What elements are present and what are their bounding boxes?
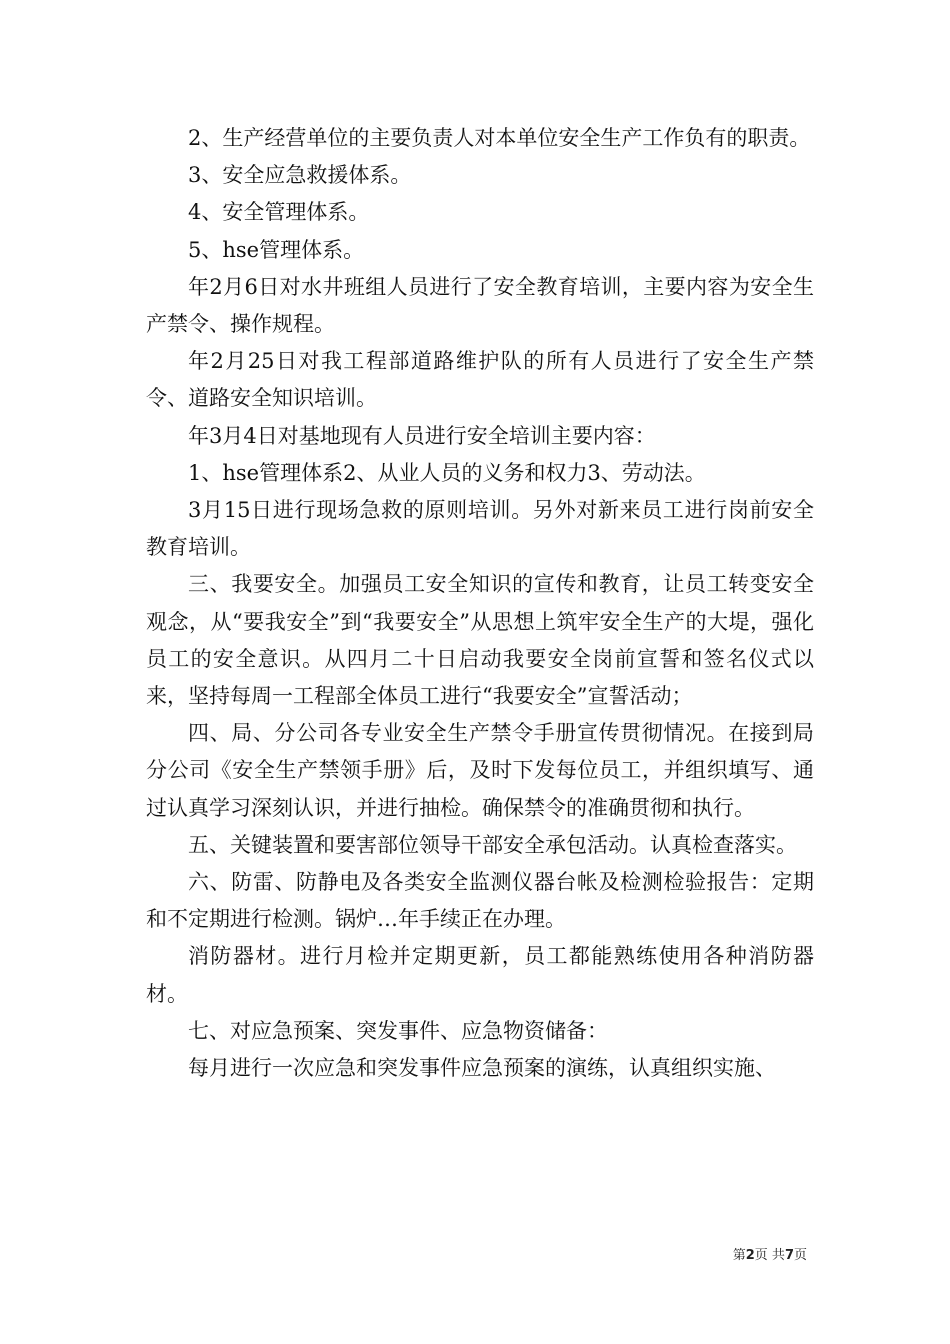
paragraph: 六、防雷、防静电及各类安全监测仪器台帐及检测检验报告：定期和不定期进行检测。锅炉…年手续正在办理。	[146, 870, 814, 932]
paragraph: 年2月6日对水井班组人员进行了安全教育培训，主要内容为安全生产禁令、操作规程。	[146, 274, 814, 337]
footer-suffix: 页	[793, 1248, 807, 1263]
paragraph: 2、生产经营单位的主要负责人对本单位安全生产工作负有的职责。	[188, 126, 811, 150]
paragraph: 五、关键装置和要害部位领导干部安全承包活动。认真检查落实。	[188, 832, 797, 857]
paragraph: 三、我要安全。加强员工安全知识的宣传和教育，让员工转变安全观念，从“要我安全”到“我要安全”从思想上筑牢安全生产的大堤，强化员工的安全意识。从四月二十日启动我要安全岗前宣誓和签名仪式以来，坚持每周一工程部全体员工进行“我要安全”宣誓活动；	[146, 572, 814, 709]
paragraph: 四、局、分公司各专业安全生产禁令手册宣传贯彻情况。在接到局分公司《安全生产禁领手册》后，及时下发每位员工，并组织填写、通过认真学习深刻认识，并进行抽检。确保禁令的准确贯彻和执行。	[146, 721, 814, 820]
paragraph: 3月15日进行现场急救的原则培训。另外对新来员工进行岗前安全教育培训。	[146, 498, 814, 560]
total-pages-number: 7	[784, 1248, 794, 1263]
document-body	[146, 120, 814, 1087]
footer-prefix: 第	[732, 1248, 746, 1263]
paragraph: 七、对应急预案、突发事件、应急物资储备：	[188, 1018, 608, 1043]
paragraph: 1、hse管理体系2、从业人员的义务和权力3、劳动法。	[188, 460, 706, 485]
current-page-number: 2	[745, 1248, 755, 1263]
paragraph: 5、hse管理体系。	[188, 237, 365, 262]
paragraph: 每月进行一次应急和突发事件应急预案的演练，认真组织实施、	[188, 1056, 776, 1081]
paragraph: 消防器材。进行月检并定期更新，员工都能熟练使用各种消防器材。	[146, 944, 814, 1006]
page-number-footer	[733, 1248, 807, 1264]
paragraph: 3、安全应急救援体系。	[188, 163, 412, 188]
paragraph: 年3月4日对基地现有人员进行安全培训主要内容：	[188, 423, 656, 448]
paragraph: 4、安全管理体系。	[188, 200, 370, 225]
footer-middle: 页 共	[754, 1248, 785, 1263]
paragraph: 年2月25日对我工程部道路维护队的所有人员进行了安全生产禁令、道路安全知识培训。	[146, 349, 814, 411]
